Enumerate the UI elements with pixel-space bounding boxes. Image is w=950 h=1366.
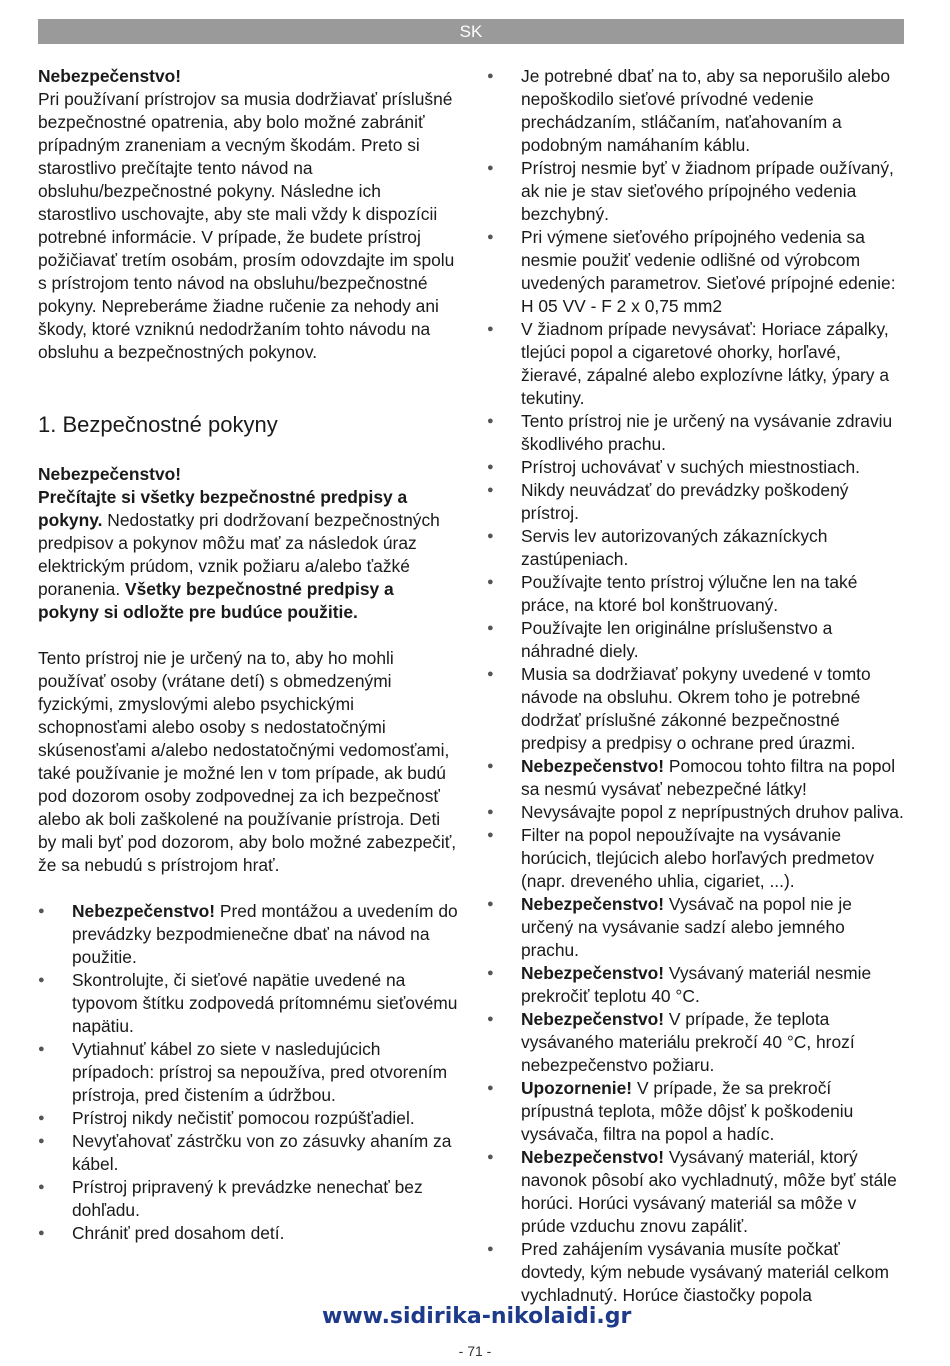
list-item: ● Musia sa dodržiavať pokyny uvedené v tomto návode na obsluhu. Okrem toho je potrebné dodržať príslušné zákonné bezpečnostné predpisy a predpisy o ochrane pred úrazmi. bbox=[487, 663, 905, 755]
list-item: ● Nebezpečenstvo! V prípade, že teplota vysávaného materiálu prekročí 40 °C, hrozí nebezpečenstvo požiaru. bbox=[487, 1008, 905, 1077]
warning-paragraph bbox=[38, 463, 458, 624]
list-item: ● Nebezpečenstvo! Vysávaný materiál nesmie prekročiť teplotu 40 °C. bbox=[487, 962, 905, 1008]
website-watermark: www.sidirika-nikolaidi.gr bbox=[322, 1304, 632, 1329]
list-item: ● Pri výmene sieťového prípojného vedenia sa nesmie použiť vedenie odlišné od výrobcom uvedených parametrov. Sieťové prípojné edenie: H 05 VV - F 2 x 0,75 mm2 bbox=[487, 226, 905, 318]
list-item: ● Tento prístroj nie je určený na vysávanie zdraviu škodlivého prachu. bbox=[487, 410, 905, 456]
warning-text: Nedostatky pri dodržovaní bezpečnostných predpisov a pokynov môžu mať za následok úraz elektrickým prúdom, vznik požiaru a/alebo ťažké poranenia. bbox=[38, 510, 440, 599]
section-heading: 1. Bezpečnostné pokyny bbox=[38, 412, 278, 437]
language-header-bar bbox=[38, 19, 904, 44]
right-column bbox=[487, 65, 905, 1307]
intro-text: Pri používaní prístrojov sa musia dodržiavať príslušné bezpečnostné opatrenia, aby bolo možné zabrániť prípadným zraneniam a vecným škodám. Preto si starostlivo prečítajte tento návod na obsluhu/bezpečnostné pokyny. Následne ich starostlivo uschovajte, aby ste mali vždy k dispozícii potrebné informácie. V prípade, že budete prístroj požičiavať tretím osobám, prosím odovzdajte im spolu s prístrojom tento návod na obsluhu/bezpečnostné pokyny. Nepreberáme žiadne ručenie za nehody ani škody, ktoré vzniknú nedodržaním tohto návodu na obsluhu a bezpečnostných pokynov. bbox=[38, 89, 455, 362]
warning-bold-tail: Všetky bezpečnostné predpisy a pokyny si odložte pre budúce použitie. bbox=[38, 579, 394, 622]
list-item: ● Nebezpečenstvo! Vysávaný materiál, ktorý navonok pôsobí ako vychladnutý, môže byť stále horúci. Horúci vysávaný materiál sa môže v prúde vzduchu znovu zapáliť. bbox=[487, 1146, 905, 1238]
list-item: ● Upozornenie! V prípade, že sa prekročí prípustná teplota, môže dôjsť k poškodeniu vysávača, filtra na popol a hadíc. bbox=[487, 1077, 905, 1146]
intro-warning-title: Nebezpečenstvo! bbox=[38, 66, 182, 86]
warning-bold-lead: Prečítajte si všetky bezpečnostné predpisy a pokyny. bbox=[38, 487, 408, 530]
intro-paragraph bbox=[38, 65, 458, 364]
warning-title: Nebezpečenstvo! bbox=[38, 464, 182, 484]
list-item: ● Používajte len originálne príslušenstvo a náhradné diely. bbox=[487, 617, 905, 663]
list-item: ● V žiadnom prípade nevysávať: Horiace zápalky, tlejúci popol a cigaretové ohorky, horľavé, žieravé, zápalné alebo explozívne látky, ýpary a tekutiny. bbox=[487, 318, 905, 410]
list-item: ● Nikdy neuvádzať do prevádzky poškodený prístroj. bbox=[487, 479, 905, 525]
left-column bbox=[38, 65, 458, 1245]
left-bullet-list bbox=[38, 900, 458, 1245]
list-item: ● Filter na popol nepoužívajte na vysávanie horúcich, tlejúcich alebo horľavých predmetov (napr. dreveného uhlia, cigariet, ...). bbox=[487, 824, 905, 893]
list-item: ● Chrániť pred dosahom detí. bbox=[38, 1222, 458, 1245]
list-item: ● Nebezpečenstvo! Pred montážou a uvedením do prevádzky bezpodmienečne dbať na návod na použitie. bbox=[38, 900, 458, 969]
list-item: ● Nebezpečenstvo! Vysávač na popol nie je určený na vysávanie sadzí alebo jemného prachu. bbox=[487, 893, 905, 962]
list-item: ● Nevyťahovať zástrčku von zo zásuvky ahaním za kábel. bbox=[38, 1130, 458, 1176]
language-label: SK bbox=[459, 22, 483, 41]
list-item: ● Používajte tento prístroj výlučne len na také práce, na ktoré bol konštruovaný. bbox=[487, 571, 905, 617]
list-item: ● Prístroj uchovávať v suchých miestnostiach. bbox=[487, 456, 905, 479]
list-item: ● Nebezpečenstvo! Pomocou tohto filtra na popol sa nesmú vysávať nebezpečné látky! bbox=[487, 755, 905, 801]
page-number: - 71 - bbox=[458, 1343, 492, 1359]
list-item: ● Skontrolujte, či sieťové napätie uvedené na typovom štítku zodpovedá prítomnému sieťovému napätiu. bbox=[38, 969, 458, 1038]
list-item: ● Servis lev autorizovaných zákazníckych zastúpeniach. bbox=[487, 525, 905, 571]
list-item: ● Pred zahájením vysávania musíte počkať dovtedy, kým nebude vysávaný materiál celkom vychladnutý. Horúce čiastočky popola bbox=[487, 1238, 905, 1307]
list-item: ● Prístroj nesmie byť v žiadnom prípade oužívaný, ak nie je stav sieťového prípojného vedenia bezchybný. bbox=[487, 157, 905, 226]
list-item: ● Nevysávajte popol z neprípustných druhov paliva. bbox=[487, 801, 905, 824]
list-item: ● Prístroj nikdy nečistiť pomocou rozpúšťadiel. bbox=[38, 1107, 458, 1130]
list-item: ● Je potrebné dbať na to, aby sa neporušilo alebo nepoškodilo sieťové prívodné vedenie prechádzaním, stláčaním, naťahovaním a podobným namáhaním káblu. bbox=[487, 65, 905, 157]
list-item: ● Prístroj pripravený k prevádzke nenechať bez dohľadu. bbox=[38, 1176, 458, 1222]
list-item: ● Vytiahnuť kábel zo siete v nasledujúcich prípadoch: prístroj sa nepoužíva, pred otvorením prístroja, pred čistením a údržbou. bbox=[38, 1038, 458, 1107]
usage-restriction-paragraph: Tento prístroj nie je určený na to, aby ho mohli používať osoby (vrátane detí) s obmedzenými fyzickými, zmyslovými alebo psychickými schopnosťami alebo osoby s nedostatočnými skúsenosťami a/alebo nedostatočnými vedomosťami, také používanie je možné len v tom prípade, ak budú pod dozorom osoby zodpovednej za ich bezpečnosť alebo ak boli zaškolené na používanie prístroja. Deti by mali byť pod dozorom, aby bolo možné zabezpečiť, že sa nebudú s prístrojom hrať. bbox=[38, 648, 457, 875]
right-bullet-list bbox=[487, 65, 905, 1307]
